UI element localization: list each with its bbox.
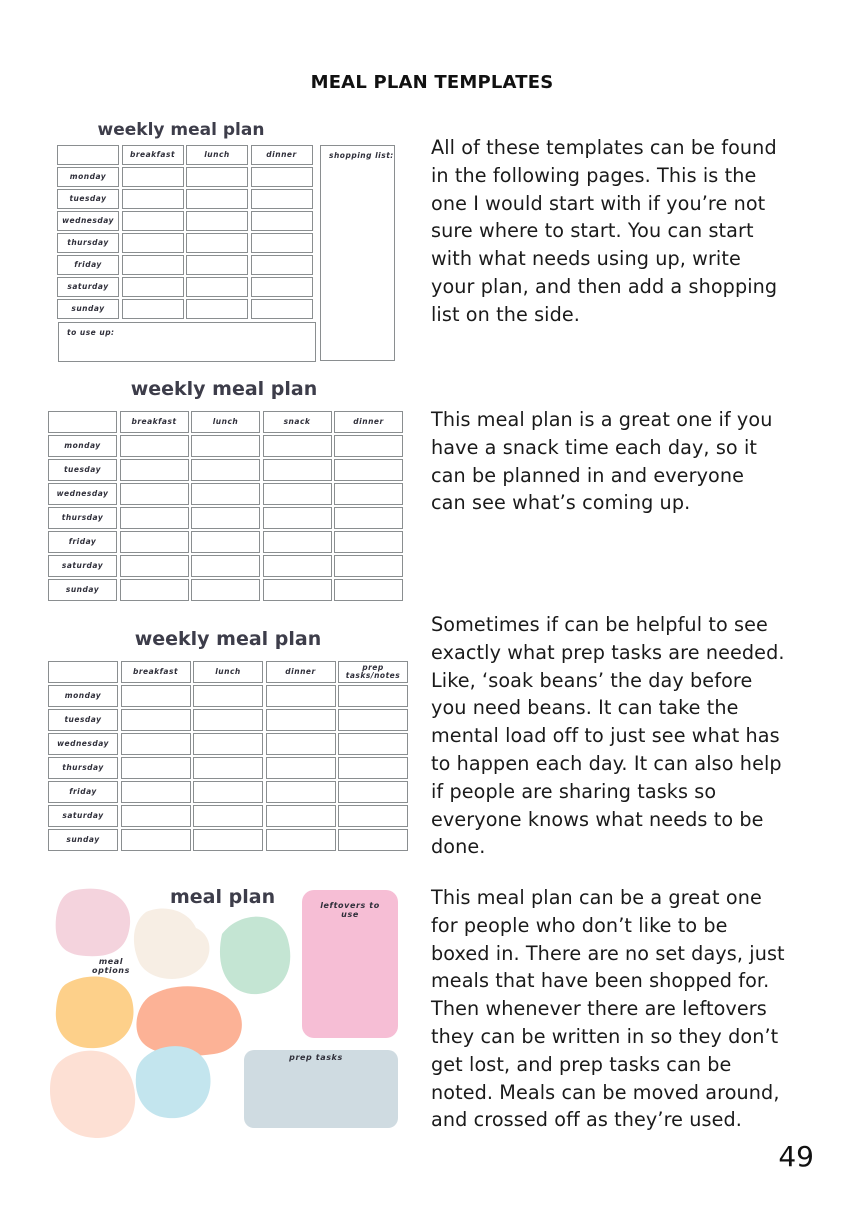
- meal-cell: [186, 233, 248, 253]
- blob-cream: [134, 909, 210, 979]
- day-label: monday: [48, 685, 118, 707]
- day-label: saturday: [48, 805, 118, 827]
- grid-corner-cell: [48, 661, 118, 683]
- meal-cell: [120, 531, 189, 553]
- meal-plan-template-4: [46, 884, 402, 1140]
- meal-grid: [48, 411, 406, 603]
- meal-cell: [120, 579, 189, 601]
- meal-cell: [338, 733, 408, 755]
- meal-cell: [186, 277, 248, 297]
- shopping-list-label: shopping list:: [329, 151, 394, 160]
- template-title: weekly meal plan: [134, 628, 322, 650]
- meal-cell: [191, 555, 260, 577]
- day-label: thursday: [48, 757, 118, 779]
- weekly-meal-plan-template-2: [48, 376, 404, 604]
- to-use-up-box: [58, 322, 316, 362]
- day-label: saturday: [48, 555, 117, 577]
- grid-day-row: [48, 579, 406, 601]
- meal-cell: [191, 459, 260, 481]
- column-header: breakfast: [121, 661, 191, 683]
- description-2: This meal plan is a great one if you have a snack time each day, so it can be planned in and everyone can see what’s coming up.: [431, 408, 773, 515]
- meal-cell: [121, 781, 191, 803]
- meal-cell: [338, 829, 408, 851]
- grid-corner-cell: [48, 411, 117, 433]
- meal-cell: [251, 233, 313, 253]
- column-header: prep tasks/notes: [338, 661, 408, 683]
- meal-cell: [191, 579, 260, 601]
- meal-cell: [193, 733, 263, 755]
- meal-cell: [120, 483, 189, 505]
- day-label: sunday: [57, 299, 119, 319]
- meal-cell: [122, 255, 184, 275]
- meal-cell: [121, 709, 191, 731]
- meal-cell: [266, 829, 336, 851]
- meal-cell: [338, 685, 408, 707]
- day-label: tuesday: [48, 709, 118, 731]
- day-label: sunday: [48, 829, 118, 851]
- column-header: lunch: [186, 145, 248, 165]
- template-title: weekly meal plan: [97, 120, 265, 140]
- blob-pink: [56, 889, 130, 957]
- meal-cell: [193, 781, 263, 803]
- weekly-meal-plan-template-3: [48, 626, 410, 856]
- meal-cell: [186, 299, 248, 319]
- meal-cell: [191, 531, 260, 553]
- meal-cell: [121, 733, 191, 755]
- meal-cell: [334, 459, 403, 481]
- meal-cell: [338, 709, 408, 731]
- meal-cell: [251, 277, 313, 297]
- meal-cell: [334, 435, 403, 457]
- grid-header-row: [48, 411, 406, 433]
- day-label: wednesday: [48, 733, 118, 755]
- column-header: breakfast: [120, 411, 189, 433]
- day-label: friday: [48, 531, 117, 553]
- meal-cell: [334, 483, 403, 505]
- meal-cell: [266, 709, 336, 731]
- grid-day-row: [57, 189, 315, 209]
- meal-cell: [120, 435, 189, 457]
- column-header: dinner: [334, 411, 403, 433]
- meal-cell: [263, 579, 332, 601]
- meal-cell: [191, 435, 260, 457]
- grid-day-row: [48, 709, 411, 731]
- grid-day-row: [57, 167, 315, 187]
- meal-cell: [338, 805, 408, 827]
- meal-cell: [191, 483, 260, 505]
- meal-cell: [121, 829, 191, 851]
- day-label: saturday: [57, 277, 119, 297]
- weekly-meal-plan-template-1: [57, 118, 395, 364]
- day-label: monday: [57, 167, 119, 187]
- description-1: All of these templates can be found in the following pages. This is the one I would start with if you’re not sure where to start. You can start with what needs using up, write your plan, and then add a shopping list on the side.: [431, 136, 778, 326]
- meal-cell: [266, 805, 336, 827]
- column-header: dinner: [266, 661, 336, 683]
- page-title: MEAL PLAN TEMPLATES: [310, 72, 554, 93]
- meal-cell: [193, 685, 263, 707]
- meal-options-label: meal options: [92, 957, 130, 975]
- description-4: This meal plan can be a great one for people who don’t like to be boxed in. There are no set days, just meals that have been shopped for. Then whenever there are leftovers they can be written in so they don’t get lost, and prep tasks can be noted. Meals can be moved around, and crossed off as they’re used.: [431, 886, 785, 1132]
- prep-tasks-label: prep tasks: [289, 1053, 343, 1062]
- meal-cell: [193, 709, 263, 731]
- meal-cell: [251, 189, 313, 209]
- grid-day-row: [48, 781, 411, 803]
- grid-day-row: [48, 733, 411, 755]
- meal-cell: [334, 507, 403, 529]
- grid-day-row: [48, 805, 411, 827]
- meal-cell: [193, 805, 263, 827]
- grid-day-row: [48, 555, 406, 577]
- day-label: friday: [57, 255, 119, 275]
- page-number: 49: [778, 1140, 814, 1173]
- leftovers-label: leftovers to use: [320, 901, 380, 919]
- day-label: tuesday: [57, 189, 119, 209]
- meal-cell: [120, 555, 189, 577]
- grid-day-row: [48, 459, 406, 481]
- meal-cell: [193, 829, 263, 851]
- column-header: dinner: [251, 145, 313, 165]
- grid-day-row: [48, 829, 411, 851]
- meal-cell: [338, 757, 408, 779]
- meal-cell: [121, 685, 191, 707]
- meal-cell: [263, 435, 332, 457]
- meal-cell: [263, 483, 332, 505]
- to-use-up-label: to use up:: [67, 328, 115, 337]
- day-label: friday: [48, 781, 118, 803]
- description-3: Sometimes if can be helpful to see exactly what prep tasks are needed. Like, ‘soak beans’ the day before you need beans. It can take the mental load off to just see what has to happen each day. It can also help if people are sharing tasks so everyone knows what needs to be done.: [431, 613, 785, 859]
- day-label: thursday: [48, 507, 117, 529]
- column-header: breakfast: [122, 145, 184, 165]
- grid-day-row: [48, 757, 411, 779]
- meal-cell: [334, 555, 403, 577]
- meal-cell: [121, 757, 191, 779]
- meal-grid: [48, 661, 411, 853]
- column-header: lunch: [193, 661, 263, 683]
- meal-cell: [186, 255, 248, 275]
- meal-cell: [266, 781, 336, 803]
- grid-day-row: [57, 277, 315, 297]
- grid-day-row: [48, 483, 406, 505]
- grid-header-row: [48, 661, 411, 683]
- meal-cell: [121, 805, 191, 827]
- grid-header-row: [57, 145, 315, 165]
- meal-cell: [338, 781, 408, 803]
- blob-blue: [136, 1046, 211, 1118]
- meal-cell: [122, 277, 184, 297]
- meal-cell: [120, 459, 189, 481]
- meal-cell: [251, 255, 313, 275]
- template-title: weekly meal plan: [130, 378, 318, 400]
- blob-mint: [220, 917, 290, 994]
- day-label: wednesday: [57, 211, 119, 231]
- grid-day-row: [48, 435, 406, 457]
- blob-yellow: [56, 977, 134, 1049]
- meal-cell: [186, 189, 248, 209]
- day-label: wednesday: [48, 483, 117, 505]
- meal-cell: [263, 507, 332, 529]
- meal-cell: [266, 733, 336, 755]
- grid-day-row: [48, 685, 411, 707]
- meal-cell: [122, 299, 184, 319]
- meal-cell: [122, 167, 184, 187]
- meal-cell: [266, 685, 336, 707]
- meal-grid: [57, 145, 315, 321]
- grid-day-row: [57, 211, 315, 231]
- meal-cell: [122, 233, 184, 253]
- day-label: monday: [48, 435, 117, 457]
- meal-cell: [191, 507, 260, 529]
- meal-cell: [186, 167, 248, 187]
- meal-cell: [334, 531, 403, 553]
- blob-salmon: [136, 986, 241, 1056]
- meal-cell: [122, 211, 184, 231]
- grid-day-row: [48, 507, 406, 529]
- meal-cell: [263, 555, 332, 577]
- meal-cell: [186, 211, 248, 231]
- day-label: sunday: [48, 579, 117, 601]
- blob-peach: [50, 1051, 135, 1138]
- blob-shapes: [46, 884, 402, 1140]
- meal-cell: [263, 531, 332, 553]
- meal-cell: [251, 299, 313, 319]
- meal-cell: [251, 211, 313, 231]
- meal-cell: [122, 189, 184, 209]
- day-label: thursday: [57, 233, 119, 253]
- column-header: lunch: [191, 411, 260, 433]
- meal-cell: [263, 459, 332, 481]
- grid-day-row: [57, 299, 315, 319]
- shopping-list-box: [320, 145, 395, 361]
- meal-cell: [334, 579, 403, 601]
- grid-day-row: [57, 233, 315, 253]
- meal-cell: [251, 167, 313, 187]
- grid-day-row: [57, 255, 315, 275]
- template-title: meal plan: [170, 886, 276, 908]
- grid-day-row: [48, 531, 406, 553]
- day-label: tuesday: [48, 459, 117, 481]
- grid-corner-cell: [57, 145, 119, 165]
- meal-cell: [266, 757, 336, 779]
- meal-cell: [193, 757, 263, 779]
- meal-cell: [120, 507, 189, 529]
- column-header: snack: [263, 411, 332, 433]
